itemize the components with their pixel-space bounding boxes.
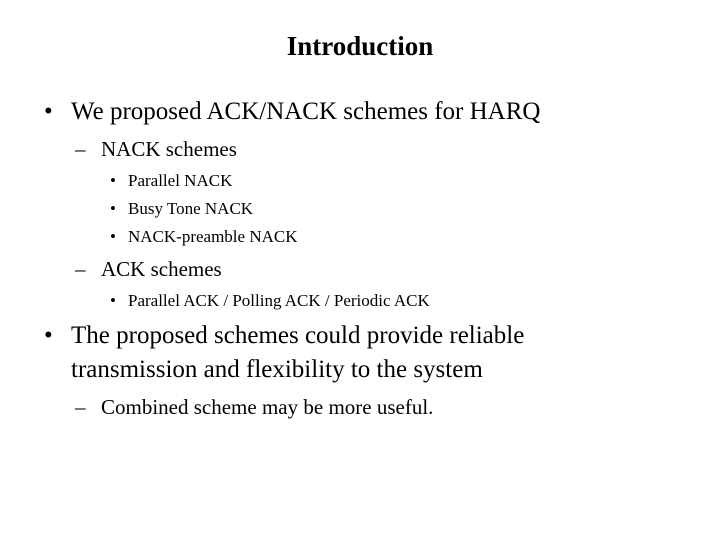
sub-sub-bullet-text: Busy Tone NACK [128, 199, 254, 218]
bullet-marker: • [44, 322, 53, 349]
sub-sub-bullet-text: Parallel ACK / Polling ACK / Periodic ACK [128, 291, 430, 310]
bullet-marker: • [110, 171, 116, 190]
bullet-marker: • [110, 227, 116, 246]
bullet-marker: • [110, 291, 116, 310]
sub-bullet-ack-text: ACK schemes [101, 257, 222, 281]
slide-title: Introduction [286, 31, 434, 61]
sub-bullet-nack-text: NACK schemes [101, 137, 237, 161]
dash-marker: – [75, 257, 86, 281]
bullet-2-continuation [71, 355, 483, 385]
dash-marker: – [75, 137, 86, 161]
bullet-2-text-line-2: transmission and flexibility to the system [71, 356, 483, 383]
dash-marker: – [75, 395, 86, 419]
sub-sub-bullet-text: Parallel NACK [128, 171, 233, 190]
bullet-1-text: We proposed ACK/NACK schemes for HARQ [71, 98, 541, 125]
sub-bullet-combined-text: Combined scheme may be more useful. [101, 395, 434, 419]
bullet-marker: • [44, 98, 53, 125]
bullet-marker: • [110, 199, 116, 218]
sub-sub-bullet-text: NACK-preamble NACK [128, 227, 298, 246]
bullet-2-text-line-1: The proposed schemes could provide reliable [71, 322, 525, 349]
